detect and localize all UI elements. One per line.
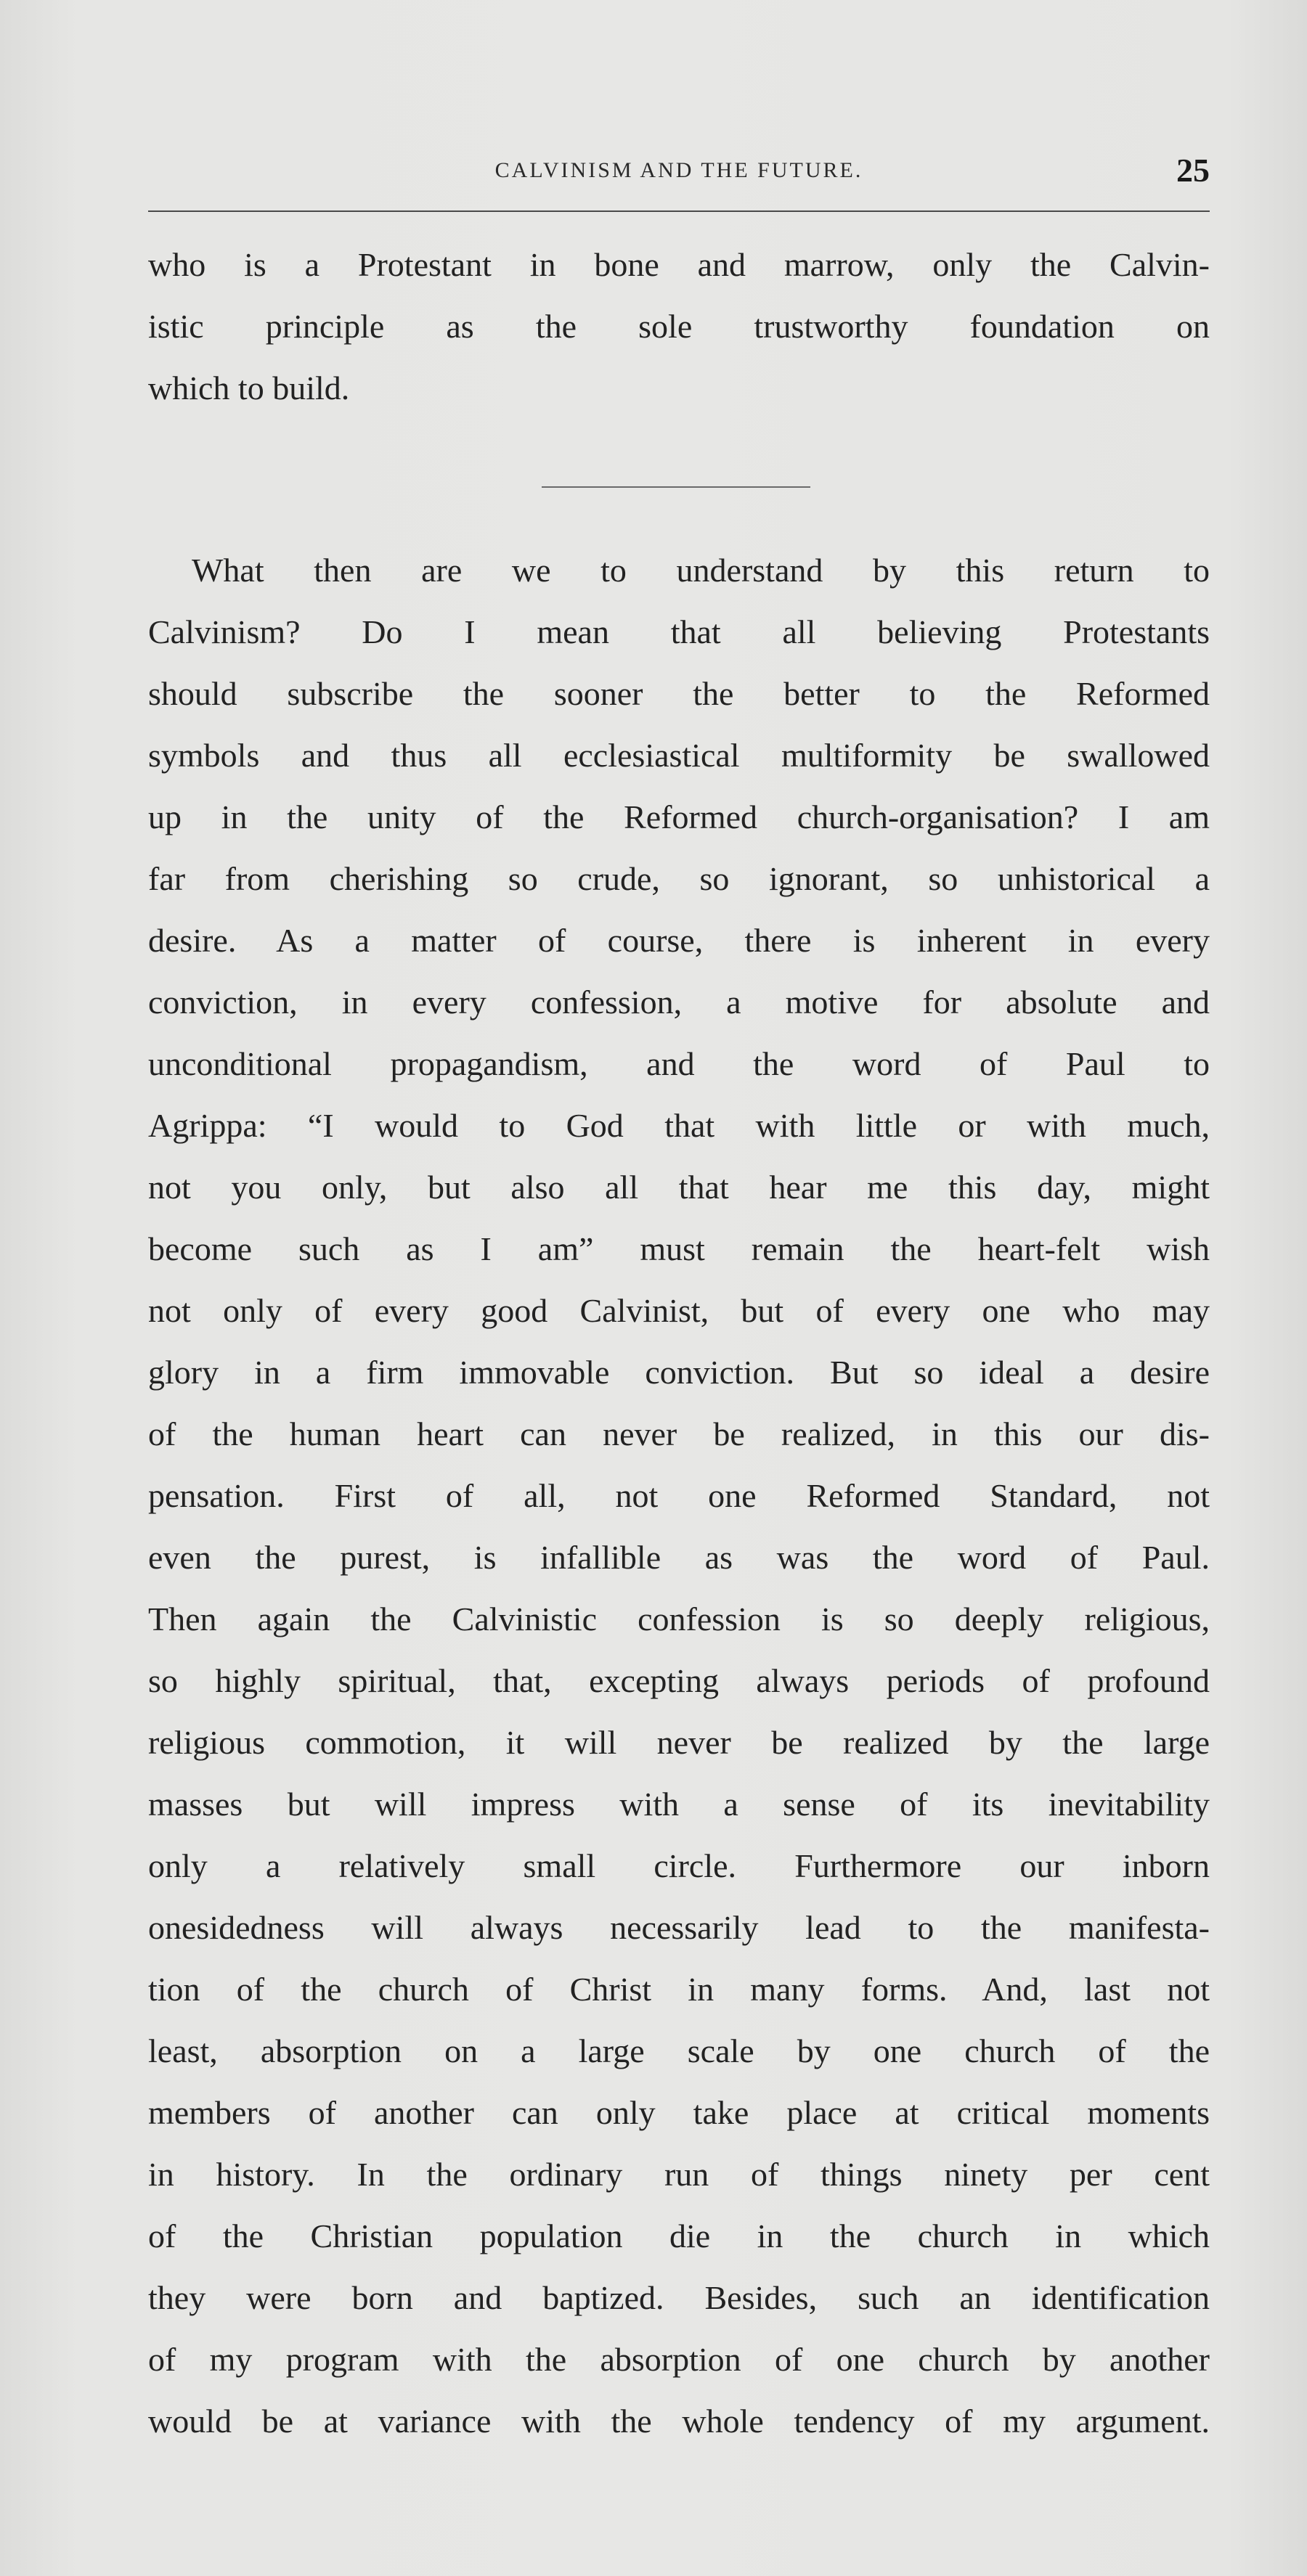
text-line: religious commotion, it will never be realized by the large <box>148 1724 1210 1761</box>
text-line: What then are we to understand by this return to <box>192 552 1210 589</box>
text-line: members of another can only take place at critical moments <box>148 2094 1210 2131</box>
text-line: of the Christian population die in the church in which <box>148 2217 1210 2254</box>
text-line: become such as I am” must remain the heart-felt wish <box>148 1230 1210 1267</box>
paragraph-1 <box>148 234 1210 419</box>
header-rule <box>148 210 1210 212</box>
text-line: onesidedness will always necessarily lead to the manifesta- <box>148 1909 1210 1946</box>
text-line: masses but will impress with a sense of its inevitability <box>148 1786 1210 1823</box>
text-line: which to build. <box>148 369 350 406</box>
text-line: far from cherishing so crude, so ignorant, so unhistorical a <box>148 860 1210 897</box>
paragraph-2 <box>148 539 1210 2452</box>
text-line: only a relatively small circle. Furthermore our inborn <box>148 1847 1210 1884</box>
text-line: desire. As a matter of course, there is inherent in every <box>148 922 1210 959</box>
text-line: conviction, in every confession, a motive for absolute and <box>148 984 1210 1021</box>
page-number: 25 <box>1176 152 1210 189</box>
text-line: not only of every good Calvinist, but of every one who may <box>148 1292 1210 1329</box>
text-line: up in the unity of the Reformed church-organisation? I am <box>148 798 1210 835</box>
text-line: unconditional propagandism, and the word of Paul to <box>148 1045 1210 1082</box>
text-line: would be at variance with the whole tendency of my argument. <box>148 2403 1210 2440</box>
text-line: they were born and baptized. Besides, such an identification <box>148 2279 1210 2316</box>
text-line: Calvinism? Do I mean that all believing Protestants <box>148 613 1210 650</box>
text-line: tion of the church of Christ in many forms. And, last not <box>148 1971 1210 2008</box>
text-line: symbols and thus all ecclesiastical multiformity be swallowed <box>148 737 1210 774</box>
text-line: should subscribe the sooner the better to the Reformed <box>148 675 1210 712</box>
text-line: of my program with the absorption of one church by another <box>148 2341 1210 2378</box>
text-line: of the human heart can never be realized, in this our dis- <box>148 1415 1210 1452</box>
running-title: CALVINISM AND THE FUTURE. <box>494 158 863 182</box>
text-line: Agrippa: “I would to God that with little or with much, <box>148 1107 1210 1144</box>
page-header <box>148 151 1210 195</box>
text-line: so highly spiritual, that, excepting always periods of profound <box>148 1662 1210 1699</box>
text-line: pensation. First of all, not one Reformed Standard, not <box>148 1477 1210 1514</box>
text-line: least, absorption on a large scale by one church of the <box>148 2032 1210 2069</box>
text-line: in history. In the ordinary run of things ninety per cent <box>148 2156 1210 2193</box>
text-line: who is a Protestant in bone and marrow, only the Calvin- <box>148 246 1210 283</box>
text-line: Then again the Calvinistic confession is so deeply religious, <box>148 1600 1210 1637</box>
text-line: glory in a firm immovable conviction. But so ideal a desire <box>148 1354 1210 1391</box>
section-divider <box>542 486 810 488</box>
text-line: not you only, but also all that hear me this day, might <box>148 1169 1210 1206</box>
text-line: even the purest, is infallible as was the word of Paul. <box>148 1539 1210 1576</box>
text-line: istic principle as the sole trustworthy foundation on <box>148 308 1210 345</box>
